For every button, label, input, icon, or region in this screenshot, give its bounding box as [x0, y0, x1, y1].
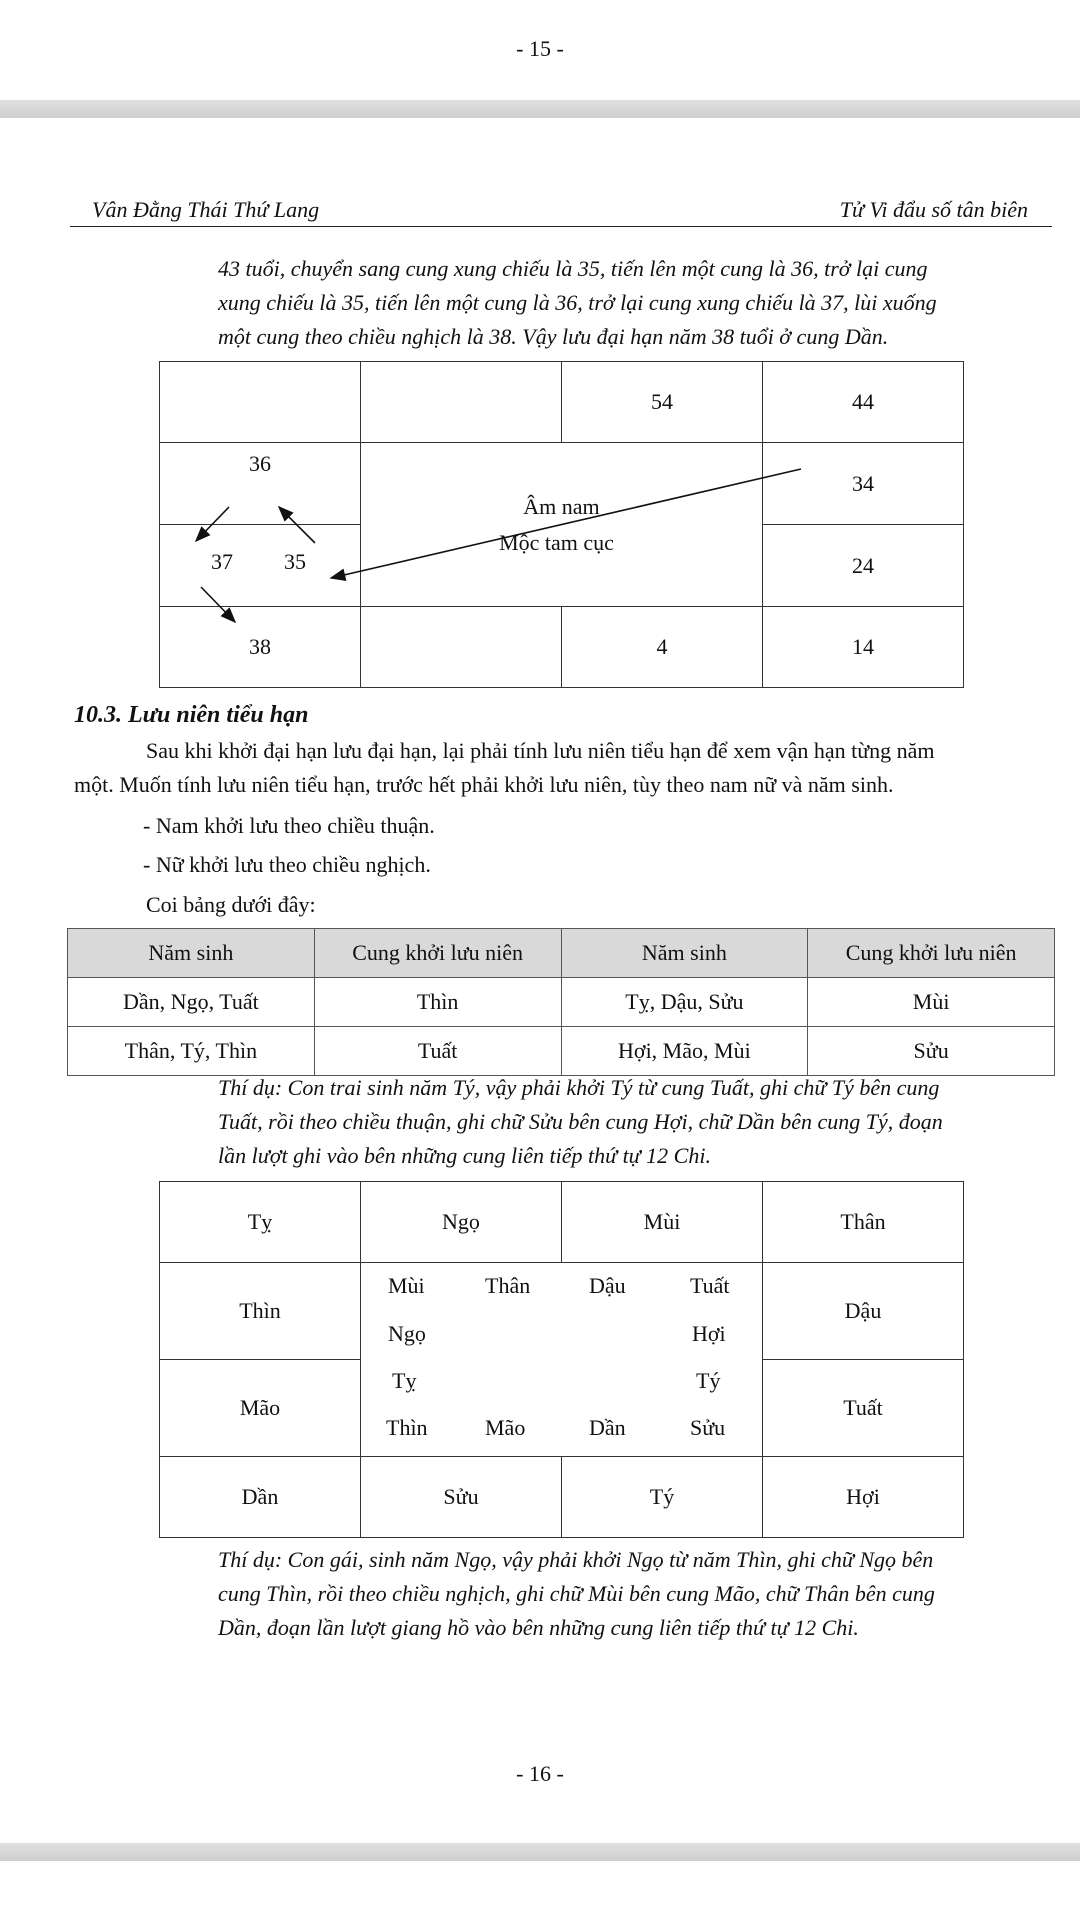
chart2-cell: Mùi — [562, 1182, 763, 1263]
header-author: Vân Đằng Thái Thứ Lang — [92, 197, 320, 222]
table-header-cell: Năm sinh — [68, 929, 315, 978]
center-label: Tỵ — [392, 1368, 417, 1393]
section-heading: 10.3. Lưu niên tiểu hạn — [74, 702, 309, 728]
intro-line: 43 tuổi, chuyển sang cung xung chiếu là 35, tiến lên một cung là 36, trở lại cung — [218, 256, 928, 281]
center-label: Ngọ — [388, 1321, 426, 1346]
example-line: Thí dụ: Con gái, sinh năm Ngọ, vậy phải khởi Ngọ từ năm Thìn, ghi chữ Ngọ bên — [218, 1547, 934, 1572]
center-label: Thân — [485, 1273, 531, 1298]
chart1-center-line2: Mộc tam cục — [499, 529, 614, 555]
chart1-cell: 34 — [763, 443, 964, 525]
table-cell: Tỵ, Dậu, Sửu — [561, 978, 808, 1027]
page-gap-separator — [0, 1843, 1080, 1861]
section-para-line: một. Muốn tính lưu niên tiểu hạn, trước hết phải khởi lưu niên, tùy theo nam nữ và năm sinh. — [74, 772, 894, 797]
header-book-title: Tử Vi đẩu số tân biên — [839, 197, 1028, 222]
table-header-cell: Cung khởi lưu niên — [808, 929, 1055, 978]
table-cell: Hợi, Mão, Mùi — [561, 1027, 808, 1076]
chart2-cell: Tuất — [763, 1360, 964, 1457]
chart1-cell: 38 — [160, 607, 361, 688]
chart2-cell: Dậu — [763, 1263, 964, 1360]
example-line: Thí dụ: Con trai sinh năm Tý, vậy phải khởi Tý từ cung Tuất, ghi chữ Tý bên cung — [218, 1075, 940, 1100]
header-rule — [70, 226, 1052, 227]
example-line: Tuất, rồi theo chiều thuận, ghi chữ Sửu bên cung Hợi, chữ Dần bên cung Tý, đoạn — [218, 1109, 943, 1134]
chart2-cell: Ngọ — [361, 1182, 562, 1263]
luu-nien-chart — [159, 1181, 963, 1537]
intro-line: một cung theo chiều nghịch là 38. Vậy lưu đại hạn năm 38 tuổi ở cung Dần. — [218, 324, 889, 349]
chart2-cell: Sửu — [361, 1457, 562, 1538]
dai-han-chart — [159, 361, 963, 687]
table-header-cell: Năm sinh — [561, 929, 808, 978]
intro-line: xung chiếu là 35, tiến lên một cung là 36, trở lại cung xung chiếu là 37, lùi xuống — [218, 290, 937, 315]
center-label: Dậu — [589, 1273, 626, 1298]
bullet-female: - Nữ khởi lưu theo chiều nghịch. — [143, 852, 431, 877]
chart2-cell: Mão — [160, 1360, 361, 1457]
chart1-center-line1: Âm nam — [523, 493, 600, 519]
table-cell: Tuất — [314, 1027, 561, 1076]
table-row — [68, 1027, 1055, 1076]
arrow-36-to-37 — [196, 507, 229, 541]
center-label: Tuất — [690, 1273, 730, 1298]
luu-nien-table — [67, 928, 1055, 1076]
chart2-cell: Dần — [160, 1457, 361, 1538]
chart1-cell: 44 — [763, 362, 964, 443]
center-label: Mão — [485, 1415, 526, 1440]
center-label: Thìn — [386, 1415, 428, 1440]
chart2-cell: Thân — [763, 1182, 964, 1263]
table-header-cell: Cung khởi lưu niên — [314, 929, 561, 978]
table-header-row — [68, 929, 1055, 978]
page-number-top: - 15 - — [516, 36, 564, 61]
chart1-cell: 24 — [763, 525, 964, 607]
example-line: Dần, đoạn lần lượt giang hồ vào bên những cung liên tiếp thứ tự 12 Chi. — [218, 1615, 859, 1640]
chart1-cell: 54 — [562, 362, 763, 443]
bullet-male: - Nam khởi lưu theo chiều thuận. — [143, 813, 435, 838]
example-male-paragraph — [218, 1071, 1050, 1173]
chart1-label: 37 — [211, 549, 233, 574]
table-row — [68, 978, 1055, 1027]
chart1-arrows — [159, 361, 963, 687]
table-cell: Thìn — [314, 978, 561, 1027]
page-number-bottom: - 16 - — [516, 1761, 564, 1786]
table-cell: Mùi — [808, 978, 1055, 1027]
arrow-37-to-38 — [201, 587, 235, 622]
center-label: Mùi — [388, 1273, 425, 1298]
center-label: Dần — [589, 1415, 626, 1440]
example-line: lần lượt ghi vào bên những cung liên tiếp thứ tự 12 Chi. — [218, 1143, 711, 1168]
chart2-cell: Thìn — [160, 1263, 361, 1360]
center-label: Tý — [696, 1368, 721, 1393]
center-label: Sửu — [690, 1415, 726, 1440]
chart1-label: 35 — [284, 549, 306, 574]
chart2-cell: Tỵ — [160, 1182, 361, 1263]
page-gap-separator — [0, 100, 1080, 118]
chart1-cell: 4 — [562, 607, 763, 688]
example-line: cung Thìn, rồi theo chiều nghịch, ghi chữ Mùi bên cung Mão, chữ Thân bên cung — [218, 1581, 935, 1606]
arrow-35-to-36 — [279, 507, 315, 543]
table-cell: Dần, Ngọ, Tuất — [68, 978, 315, 1027]
table-cell: Sửu — [808, 1027, 1055, 1076]
arrow-34-to-35 — [331, 469, 801, 578]
chart2-cell: Hợi — [763, 1457, 964, 1538]
table-cell: Thân, Tý, Thìn — [68, 1027, 315, 1076]
chart1-cell: 14 — [763, 607, 964, 688]
section-para-line: Sau khi khởi đại hạn lưu đại hạn, lại phải tính lưu niên tiểu hạn để xem vận hạn từng năm — [146, 738, 935, 763]
example-female-paragraph — [218, 1543, 1050, 1645]
center-label: Hợi — [692, 1321, 726, 1346]
chart1-label: 36 — [249, 451, 271, 476]
see-table-text: Coi bảng dưới đây: — [146, 892, 316, 917]
intro-paragraph — [218, 252, 1050, 354]
chart2-cell: Tý — [562, 1457, 763, 1538]
